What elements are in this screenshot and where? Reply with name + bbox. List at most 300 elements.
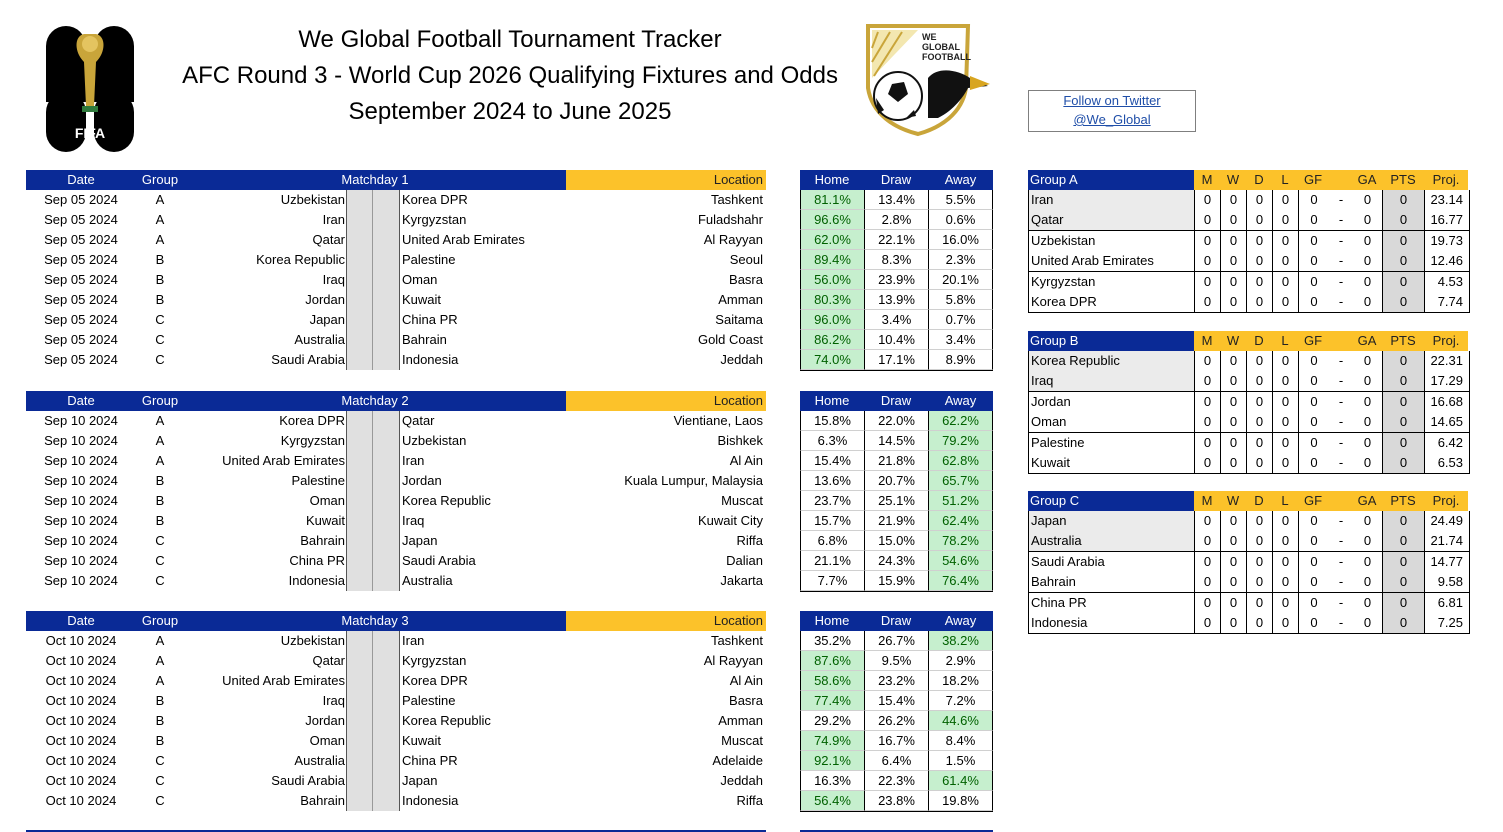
stat-pts: 0	[1383, 453, 1425, 473]
home-score-cell[interactable]	[346, 250, 373, 270]
home-team: Korea DPR	[279, 413, 345, 428]
we-global-football-logo	[858, 18, 996, 138]
match-date: Oct 10 2024	[45, 773, 117, 788]
standings-row	[1029, 351, 1469, 371]
away-score-cell[interactable]	[373, 771, 400, 791]
stat-m: 0	[1195, 231, 1221, 251]
odds-header	[800, 391, 993, 411]
home-score-cell[interactable]	[346, 471, 373, 491]
stat-m: 0	[1195, 371, 1221, 391]
stat-d: 0	[1247, 190, 1273, 210]
stat-d: 0	[1247, 292, 1273, 312]
home-win-prob: 15.4%	[800, 451, 864, 471]
home-team: Uzbekistan	[280, 192, 345, 207]
away-score-cell[interactable]	[373, 511, 400, 531]
matchday-header	[26, 391, 766, 411]
away-score-cell[interactable]	[373, 471, 400, 491]
home-score-cell[interactable]	[346, 210, 373, 230]
away-win-prob: 8.9%	[928, 350, 993, 370]
home-win-prob: 58.6%	[800, 671, 864, 691]
away-team: Iraq	[402, 513, 425, 528]
away-team: Korea DPR	[402, 673, 468, 688]
home-score-cell[interactable]	[346, 290, 373, 310]
matchday-table	[26, 170, 766, 370]
stat-l: 0	[1273, 552, 1299, 572]
stat-ga: 0	[1353, 351, 1383, 371]
home-team: Australia	[294, 753, 345, 768]
stat-m: 0	[1195, 453, 1221, 473]
fixture-row	[26, 451, 766, 471]
match-date: Sep 10 2024	[44, 533, 118, 548]
match-location: Kuwait City	[697, 513, 763, 528]
home-team: Bahrain	[300, 793, 345, 808]
stat-m: 0	[1195, 531, 1221, 551]
stat-m: 0	[1195, 292, 1221, 312]
twitter-follow-link[interactable]: Follow on Twitter	[1063, 93, 1161, 108]
stat-ga: 0	[1353, 593, 1383, 613]
projected-points: 7.25	[1437, 615, 1463, 630]
home-win-prob: 21.1%	[800, 551, 864, 571]
stat-l: 0	[1273, 531, 1299, 551]
odds-header	[800, 170, 993, 190]
col-date-header: Date	[26, 611, 136, 631]
col-gap	[1328, 491, 1352, 511]
match-date: Oct 10 2024	[45, 753, 117, 768]
odds-row	[800, 250, 993, 270]
home-win-prob: 96.6%	[800, 210, 864, 230]
draw-prob: 15.0%	[864, 531, 928, 551]
standings-row	[1029, 412, 1469, 433]
away-score-cell[interactable]	[373, 571, 400, 591]
match-location: Tashkent	[710, 192, 763, 207]
match-location: Amman	[718, 713, 763, 728]
twitter-link-box	[1028, 90, 1196, 132]
match-date: Sep 10 2024	[44, 473, 118, 488]
standings-row	[1029, 433, 1469, 453]
away-win-prob: 0.7%	[928, 310, 993, 330]
fixture-row	[26, 290, 766, 310]
standings-row	[1029, 392, 1469, 412]
away-team: United Arab Emirates	[402, 232, 525, 247]
stat-l: 0	[1273, 572, 1299, 592]
away-win-prob: 54.6%	[928, 551, 993, 571]
odds-rows	[800, 631, 993, 812]
stat-gf: 0	[1310, 414, 1318, 429]
col-w-header: W	[1220, 331, 1246, 351]
fixture-row	[26, 310, 766, 330]
stat-m: 0	[1195, 251, 1221, 271]
away-team: Iran	[402, 633, 425, 648]
col-pts-header: PTS	[1382, 170, 1424, 190]
home-score-cell[interactable]	[346, 330, 373, 350]
goal-separator: -	[1338, 513, 1344, 528]
stat-w: 0	[1221, 371, 1247, 391]
stat-w: 0	[1221, 593, 1247, 613]
fixture-row	[26, 250, 766, 270]
stat-ga: 0	[1353, 251, 1383, 271]
stat-w: 0	[1221, 572, 1247, 592]
draw-prob: 10.4%	[864, 330, 928, 350]
home-team: Bahrain	[300, 533, 345, 548]
col-l-header: L	[1272, 331, 1298, 351]
standings-row	[1029, 531, 1469, 552]
odds-row	[800, 350, 993, 370]
stat-l: 0	[1273, 511, 1299, 531]
away-score-cell[interactable]	[373, 671, 400, 691]
match-group: C	[155, 753, 165, 768]
goal-separator: -	[1338, 435, 1344, 450]
away-score-cell[interactable]	[373, 310, 400, 330]
stat-w: 0	[1221, 251, 1247, 271]
col-proj-header: Proj.	[1424, 491, 1468, 511]
match-group: C	[155, 312, 165, 327]
stat-d: 0	[1247, 351, 1273, 371]
away-score-cell[interactable]	[373, 711, 400, 731]
odds-home-header: Home	[814, 613, 850, 628]
stat-d: 0	[1247, 433, 1273, 453]
fixture-row	[26, 791, 766, 811]
home-team: Iraq	[322, 693, 345, 708]
home-score-cell[interactable]	[346, 771, 373, 791]
home-score-cell[interactable]	[346, 551, 373, 571]
col-group-header: Group	[136, 391, 184, 411]
home-score-cell[interactable]	[346, 270, 373, 290]
odds-row	[800, 691, 993, 711]
col-ga-header: GA	[1352, 331, 1382, 351]
home-score-cell[interactable]	[346, 791, 373, 811]
stat-l: 0	[1273, 392, 1299, 412]
draw-prob: 2.8%	[864, 210, 928, 230]
goal-separator: -	[1338, 414, 1344, 429]
away-team: Korea Republic	[402, 713, 491, 728]
away-win-prob: 62.2%	[928, 411, 993, 431]
col-pts-header: PTS	[1382, 491, 1424, 511]
away-win-prob: 65.7%	[928, 471, 993, 491]
stat-w: 0	[1221, 190, 1247, 210]
away-team: Korea DPR	[402, 192, 468, 207]
draw-prob: 8.3%	[864, 250, 928, 270]
col-w-header: W	[1220, 491, 1246, 511]
home-win-prob: 92.1%	[800, 751, 864, 771]
away-score-cell[interactable]	[373, 270, 400, 290]
home-win-prob: 29.2%	[800, 711, 864, 731]
home-team: Indonesia	[288, 573, 345, 588]
stat-ga: 0	[1353, 453, 1383, 473]
stat-w: 0	[1221, 210, 1247, 230]
col-d-header: D	[1246, 331, 1272, 351]
stat-l: 0	[1273, 453, 1299, 473]
team-name: Iraq	[1029, 371, 1195, 391]
draw-prob: 25.1%	[864, 491, 928, 511]
away-score-cell[interactable]	[373, 330, 400, 350]
home-win-prob: 89.4%	[800, 250, 864, 270]
home-team: Iraq	[322, 272, 345, 287]
projected-points: 14.77	[1430, 554, 1463, 569]
home-score-cell[interactable]	[346, 751, 373, 771]
team-name: China PR	[1029, 593, 1195, 613]
home-score-cell[interactable]	[346, 571, 373, 591]
stat-l: 0	[1273, 351, 1299, 371]
away-win-prob: 62.8%	[928, 451, 993, 471]
home-score-cell[interactable]	[346, 190, 373, 210]
goal-separator: -	[1338, 294, 1344, 309]
away-score-cell[interactable]	[373, 451, 400, 471]
col-gf-header: GF	[1298, 491, 1328, 511]
stat-gf: 0	[1310, 435, 1318, 450]
home-team: Australia	[294, 332, 345, 347]
col-group-header: Group	[136, 611, 184, 631]
stat-m: 0	[1195, 392, 1221, 412]
stat-d: 0	[1247, 572, 1273, 592]
team-name: Uzbekistan	[1029, 231, 1195, 251]
draw-prob: 17.1%	[864, 350, 928, 370]
home-score-cell[interactable]	[346, 531, 373, 551]
home-score-cell[interactable]	[346, 310, 373, 330]
away-win-prob: 5.5%	[928, 190, 993, 210]
odds-row	[800, 791, 993, 811]
odds-rows	[800, 190, 993, 371]
away-win-prob: 78.2%	[928, 531, 993, 551]
group-header	[1028, 491, 1470, 511]
away-win-prob: 8.4%	[928, 731, 993, 751]
fixture-row	[26, 571, 766, 591]
away-score-cell[interactable]	[373, 631, 400, 651]
away-score-cell[interactable]	[373, 411, 400, 431]
match-group: C	[155, 553, 165, 568]
stat-d: 0	[1247, 231, 1273, 251]
stat-d: 0	[1247, 251, 1273, 271]
home-score-cell[interactable]	[346, 431, 373, 451]
projected-points: 6.42	[1437, 435, 1463, 450]
stat-pts: 0	[1383, 210, 1425, 230]
match-date: Sep 05 2024	[44, 252, 118, 267]
projected-points: 16.77	[1430, 212, 1463, 227]
away-score-cell[interactable]	[373, 651, 400, 671]
odds-row	[800, 290, 993, 310]
away-score-cell[interactable]	[373, 491, 400, 511]
match-location: Basra	[729, 693, 763, 708]
stat-ga: 0	[1353, 292, 1383, 312]
fixture-row	[26, 631, 766, 651]
col-d-header: D	[1246, 491, 1272, 511]
match-group: C	[155, 573, 165, 588]
match-date: Oct 10 2024	[45, 633, 117, 648]
col-gap	[1328, 331, 1352, 351]
group-name: Group C	[1028, 491, 1194, 511]
standings-row	[1029, 231, 1469, 251]
away-team: Palestine	[402, 252, 456, 267]
match-group: C	[155, 793, 165, 808]
odds-home-header: Home	[814, 172, 850, 187]
stat-d: 0	[1247, 210, 1273, 230]
stat-w: 0	[1221, 231, 1247, 251]
draw-prob: 26.2%	[864, 711, 928, 731]
away-score-cell[interactable]	[373, 531, 400, 551]
team-name: Bahrain	[1029, 572, 1195, 592]
home-score-cell[interactable]	[346, 691, 373, 711]
away-score-cell[interactable]	[373, 190, 400, 210]
team-name: Kyrgyzstan	[1029, 272, 1195, 292]
home-score-cell[interactable]	[346, 511, 373, 531]
stat-l: 0	[1273, 231, 1299, 251]
stat-gf: 0	[1310, 353, 1318, 368]
home-win-prob: 6.3%	[800, 431, 864, 451]
stat-m: 0	[1195, 210, 1221, 230]
match-location: Muscat	[721, 493, 763, 508]
match-group: B	[155, 473, 165, 488]
stat-w: 0	[1221, 272, 1247, 292]
home-score-cell[interactable]	[346, 711, 373, 731]
stat-pts: 0	[1383, 531, 1425, 551]
draw-prob: 13.9%	[864, 290, 928, 310]
away-score-cell[interactable]	[373, 210, 400, 230]
fixture-row	[26, 651, 766, 671]
away-score-cell[interactable]	[373, 691, 400, 711]
home-win-prob: 80.3%	[800, 290, 864, 310]
draw-prob: 21.9%	[864, 511, 928, 531]
match-location: Kuala Lumpur, Malaysia	[624, 473, 763, 488]
team-name: Indonesia	[1029, 613, 1195, 633]
stat-m: 0	[1195, 412, 1221, 432]
team-name: Qatar	[1029, 210, 1195, 230]
odds-row	[800, 631, 993, 651]
stat-l: 0	[1273, 292, 1299, 312]
stat-d: 0	[1247, 613, 1273, 633]
home-score-cell[interactable]	[346, 631, 373, 651]
draw-prob: 24.3%	[864, 551, 928, 571]
home-score-cell[interactable]	[346, 411, 373, 431]
match-location: Al Rayyan	[703, 653, 763, 668]
odds-row	[800, 330, 993, 350]
away-score-cell[interactable]	[373, 791, 400, 811]
match-date: Sep 05 2024	[44, 272, 118, 287]
away-win-prob: 19.8%	[928, 791, 993, 811]
away-win-prob: 2.9%	[928, 651, 993, 671]
away-team: Indonesia	[402, 352, 459, 367]
stat-pts: 0	[1383, 351, 1425, 371]
matchday-table	[26, 611, 766, 811]
matchday-label: Matchday 2	[184, 391, 566, 411]
away-score-cell[interactable]	[373, 230, 400, 250]
group-name: Group B	[1028, 331, 1194, 351]
match-location: Al Rayyan	[703, 232, 763, 247]
home-team: Uzbekistan	[280, 633, 345, 648]
match-date: Sep 10 2024	[44, 573, 118, 588]
group-body	[1028, 351, 1470, 474]
home-team: Japan	[309, 312, 345, 327]
goal-separator: -	[1338, 554, 1344, 569]
away-score-cell[interactable]	[373, 250, 400, 270]
standings-row	[1029, 272, 1469, 292]
away-score-cell[interactable]	[373, 731, 400, 751]
away-team: Japan	[402, 773, 438, 788]
match-date: Oct 10 2024	[45, 673, 117, 688]
twitter-handle-link[interactable]: @We_Global	[1073, 112, 1151, 127]
away-win-prob: 62.4%	[928, 511, 993, 531]
page-subtitle: AFC Round 3 - World Cup 2026 Qualifying Fixtures and Odds	[182, 62, 838, 89]
projected-points: 19.73	[1430, 233, 1463, 248]
col-w-header: W	[1220, 170, 1246, 190]
home-score-cell[interactable]	[346, 491, 373, 511]
away-score-cell[interactable]	[373, 551, 400, 571]
draw-prob: 13.4%	[864, 190, 928, 210]
stat-m: 0	[1195, 552, 1221, 572]
fixture-row	[26, 431, 766, 451]
stat-ga: 0	[1353, 190, 1383, 210]
away-score-cell[interactable]	[373, 290, 400, 310]
away-team: Iran	[402, 453, 425, 468]
stat-d: 0	[1247, 272, 1273, 292]
home-win-prob: 35.2%	[800, 631, 864, 651]
away-score-cell[interactable]	[373, 431, 400, 451]
match-group: C	[155, 332, 165, 347]
away-win-prob: 38.2%	[928, 631, 993, 651]
match-date: Oct 10 2024	[45, 693, 117, 708]
home-team: Iran	[322, 212, 345, 227]
home-win-prob: 15.7%	[800, 511, 864, 531]
stat-ga: 0	[1353, 412, 1383, 432]
stat-ga: 0	[1353, 572, 1383, 592]
home-score-cell[interactable]	[346, 671, 373, 691]
home-score-cell[interactable]	[346, 230, 373, 250]
home-score-cell[interactable]	[346, 731, 373, 751]
odds-header	[800, 611, 993, 631]
away-win-prob: 2.3%	[928, 250, 993, 270]
stat-d: 0	[1247, 412, 1273, 432]
home-win-prob: 13.6%	[800, 471, 864, 491]
goal-separator: -	[1338, 455, 1344, 470]
stat-pts: 0	[1383, 613, 1425, 633]
standings-row	[1029, 552, 1469, 572]
matchday-table	[26, 391, 766, 591]
away-score-cell[interactable]	[373, 350, 400, 370]
match-group: C	[155, 773, 165, 788]
col-ga-header: GA	[1352, 491, 1382, 511]
projected-points: 9.58	[1437, 574, 1463, 589]
stat-m: 0	[1195, 593, 1221, 613]
standings-row	[1029, 453, 1469, 473]
home-win-prob: 7.7%	[800, 571, 864, 591]
away-team: Oman	[402, 272, 438, 287]
odds-draw-header: Draw	[880, 393, 912, 408]
goal-separator: -	[1338, 595, 1344, 610]
match-group: B	[155, 292, 165, 307]
away-team: Australia	[402, 573, 453, 588]
match-location: Jeddah	[720, 773, 763, 788]
home-win-prob: 96.0%	[800, 310, 864, 330]
away-team: Kyrgyzstan	[402, 653, 467, 668]
stat-d: 0	[1247, 511, 1273, 531]
odds-row	[800, 471, 993, 491]
stat-l: 0	[1273, 251, 1299, 271]
match-date: Sep 05 2024	[44, 232, 118, 247]
home-score-cell[interactable]	[346, 350, 373, 370]
draw-prob: 3.4%	[864, 310, 928, 330]
standings-row	[1029, 190, 1469, 210]
group-body	[1028, 190, 1470, 313]
away-score-cell[interactable]	[373, 751, 400, 771]
away-team: Kuwait	[402, 292, 442, 307]
away-team: Jordan	[402, 473, 442, 488]
fixture-row	[26, 511, 766, 531]
team-name: Jordan	[1029, 392, 1195, 412]
stat-pts: 0	[1383, 190, 1425, 210]
stat-w: 0	[1221, 412, 1247, 432]
home-score-cell[interactable]	[346, 451, 373, 471]
stat-ga: 0	[1353, 511, 1383, 531]
home-score-cell[interactable]	[346, 651, 373, 671]
home-win-prob: 81.1%	[800, 190, 864, 210]
